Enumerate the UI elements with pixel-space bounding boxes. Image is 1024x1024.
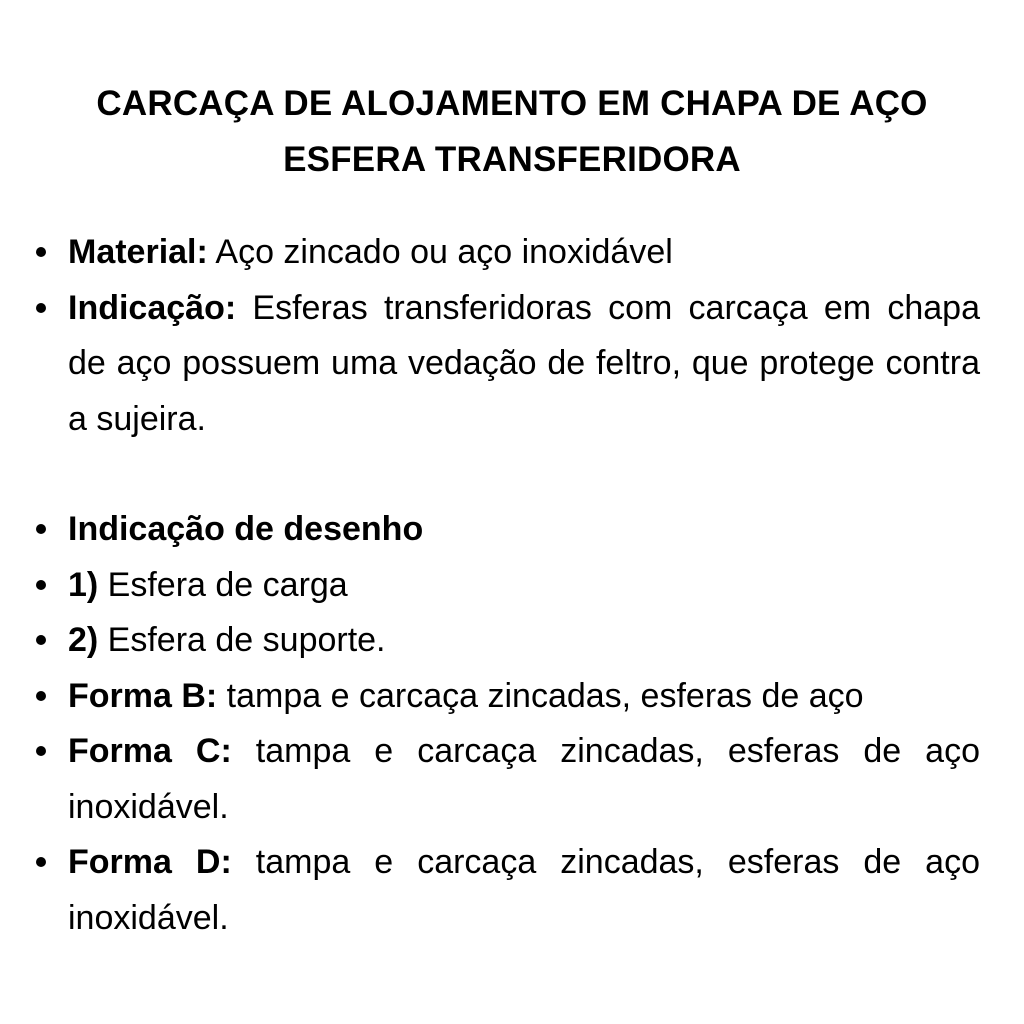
list-item-forma-d [34, 835, 980, 946]
list-item-1 [34, 558, 980, 614]
list-item-forma-b [34, 669, 980, 725]
list-item-2 [34, 613, 980, 669]
item-label: Forma D: [68, 843, 232, 881]
bullet-icon [36, 857, 46, 867]
item-label: Forma C: [68, 732, 232, 770]
item-text: tampa e carcaça zincadas, esferas de aço inoxidável. [68, 843, 981, 937]
bullet-icon [36, 524, 46, 534]
item-label: Indicação: [68, 288, 237, 327]
bullet-icon [36, 635, 46, 645]
bullet-icon [36, 580, 46, 590]
item-label: Indicação de desenho [68, 510, 424, 548]
item-label: 2) [68, 621, 99, 659]
item-text: tampa e carcaça zincadas, esferas de aço inoxidável. [68, 732, 981, 826]
bullet-icon [36, 746, 46, 756]
item-text: Esfera de suporte. [98, 621, 386, 659]
bullet-icon [36, 303, 46, 313]
item-label: Material: [68, 233, 208, 271]
bullet-icon [36, 247, 46, 257]
item-label: 1) [68, 565, 99, 604]
title-line-2: ESFERA TRANSFERIDORA [283, 140, 741, 179]
list-item-forma-c [34, 724, 980, 835]
bullet-icon [36, 691, 46, 701]
list-item-indicacao-desenho [34, 502, 980, 558]
item-text: tampa e carcaça zincadas, esferas de aço [217, 676, 864, 715]
item-text: Esfera de carga [98, 565, 348, 604]
item-label: Forma B: [68, 676, 218, 715]
title-line-1: CARCAÇA DE ALOJAMENTO EM CHAPA DE AÇO [96, 84, 928, 123]
list-item-indicacao [34, 281, 980, 448]
item-text: Aço zincado ou aço inoxidável [207, 233, 673, 271]
item-text: Esferas transferidoras com carcaça em chapa de aço possuem uma vedação de feltro, que protege contra a sujeira. [68, 288, 980, 438]
page-title [0, 76, 1024, 188]
list-item-material [34, 225, 980, 281]
spec-list [34, 225, 980, 946]
